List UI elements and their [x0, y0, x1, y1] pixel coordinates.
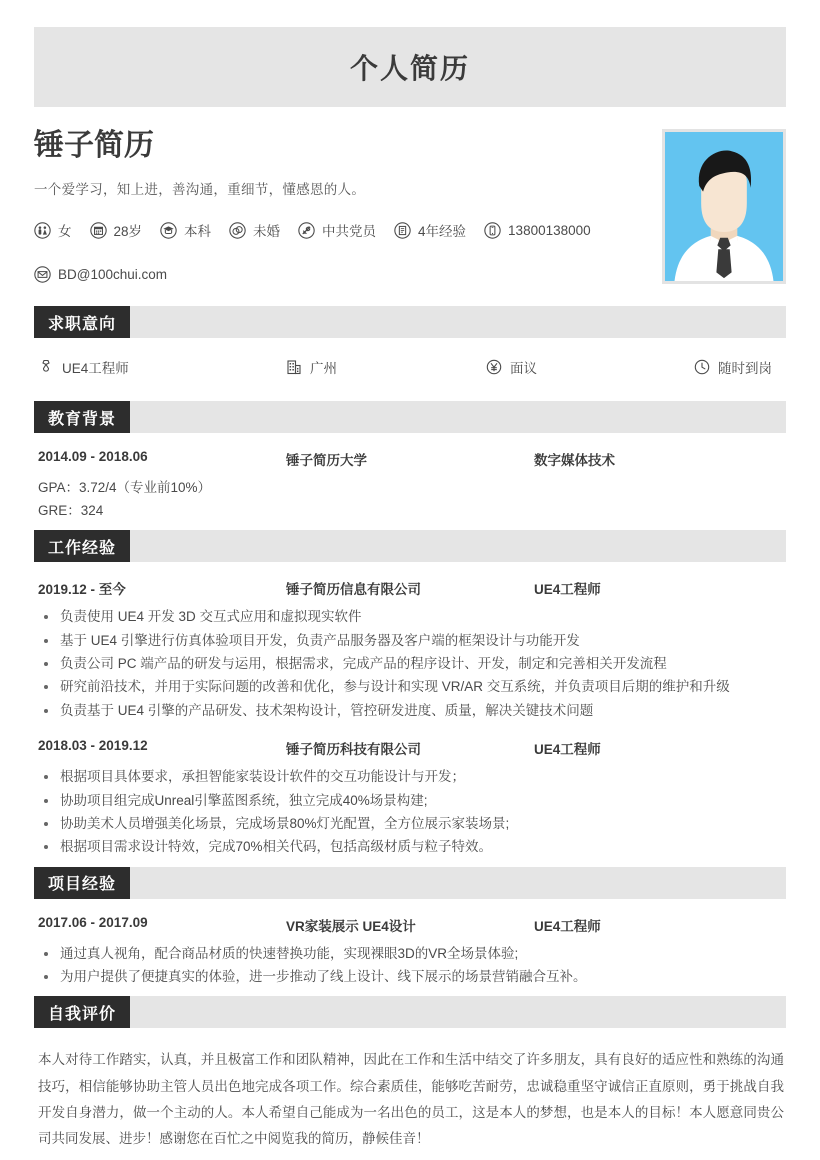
project-bullet-list	[34, 942, 786, 989]
section-header-education	[34, 401, 786, 433]
project-date: 2017.06 - 2017.09	[38, 914, 148, 930]
work-bullet: 根据项目需求设计特效，完成70%相关代码，包括高级材质与粒子特效。	[38, 835, 786, 858]
info-value: BD@100chui.com	[58, 267, 168, 282]
education-entry	[34, 433, 786, 522]
personal-info-list	[34, 220, 642, 283]
work-bullet-list	[34, 605, 786, 722]
work-role: UE4工程师	[534, 582, 601, 598]
rings-icon	[229, 222, 246, 239]
work-bullet: 协助美术人员增强美化场景，完成场景80%灯光配置，全方位展示家装场景;	[38, 812, 786, 835]
gender-icon	[34, 222, 51, 239]
education-major: 数字媒体技术	[534, 453, 615, 468]
info-value: 未婚	[253, 224, 281, 239]
work-company: 锤子简历信息有限公司	[286, 582, 421, 598]
project-name: VR家装展示 UE4设计	[286, 918, 416, 934]
education-detail-line: GPA：3.72/4（专业前10%）	[38, 480, 212, 495]
section-title: 教育背景	[34, 401, 130, 433]
project-bullet: 为用户提供了便捷真实的体验，进一步推动了线上设计、线下展示的场景营销融合互补。	[38, 965, 786, 988]
work-bullet: 负责使用 UE4 开发 3D 交互式应用和虚拟现实软件	[38, 605, 786, 628]
avatar-illustration	[665, 132, 783, 281]
info-value: 13800138000	[508, 222, 591, 238]
work-bullet: 负责公司 PC 端产品的研发与运用，根据需求，完成产品的程序设计、开发，制定和完善相关开发流程	[38, 652, 786, 675]
yen-icon	[486, 359, 502, 375]
project-role: UE4工程师	[534, 918, 601, 934]
section-title: 项目经验	[34, 867, 130, 899]
info-value: 中共党员	[322, 224, 377, 239]
education-entry-head	[34, 449, 786, 469]
work-bullet-list	[34, 765, 786, 858]
job-intent-city	[286, 357, 486, 377]
education-school: 锤子简历大学	[286, 453, 367, 468]
work-bullet: 协助项目组完成Unreal引擎蓝图系统，独立完成40%场景构建;	[38, 789, 786, 812]
job-intent-value: 面议	[510, 361, 537, 376]
info-item-degree	[160, 220, 211, 240]
work-entry	[34, 722, 786, 858]
building-icon	[286, 359, 302, 375]
job-intent-row	[34, 338, 786, 393]
job-intent-value: UE4工程师	[62, 361, 129, 376]
info-value: 28岁	[113, 224, 143, 239]
info-item-gender	[34, 220, 72, 240]
info-item-marital-status	[229, 220, 280, 240]
document-icon	[394, 222, 411, 239]
project-entry-head	[34, 915, 786, 935]
project-bullet: 通过真人视角，配合商品材质的快速替换功能，实现裸眼3D的VR全场景体验;	[38, 942, 786, 965]
section-title: 自我评价	[34, 996, 130, 1028]
info-item-email	[34, 266, 167, 283]
job-intent-salary	[486, 357, 694, 377]
section-title: 求职意向	[34, 306, 130, 338]
avatar	[662, 129, 786, 284]
education-detail-line: GRE：324	[38, 503, 104, 519]
job-intent-availability	[694, 357, 772, 377]
work-company: 锤子简历科技有限公司	[286, 742, 421, 758]
info-value: 4年经验	[418, 224, 467, 239]
candidate-tagline: 一个爱学习，知上进，善沟通，重细节，懂感恩的人。	[34, 182, 366, 197]
info-item-experience	[394, 220, 466, 240]
job-intent-value: 广州	[310, 361, 337, 376]
info-value: 本科	[184, 224, 212, 239]
work-bullet: 根据项目具体要求，承担智能家装设计软件的交互功能设计与开发；	[38, 765, 786, 788]
work-entry	[34, 562, 786, 722]
education-details	[34, 476, 786, 522]
job-intent-position	[38, 357, 286, 377]
section-header-job-intent	[34, 306, 786, 338]
candidate-name: 锤子简历	[34, 129, 154, 162]
work-entry-head	[34, 578, 786, 598]
work-date: 2019.12 - 至今	[38, 582, 126, 598]
info-item-age	[90, 220, 143, 240]
clock-icon	[694, 359, 710, 375]
work-bullet: 研究前沿技术，并用于实际问题的改善和优化，参与设计和实现 VR/AR 交互系统，并负责项目后期的维护和升级	[38, 675, 786, 698]
graduation-cap-icon	[160, 222, 177, 239]
necktie-icon	[38, 359, 54, 375]
work-role: UE4工程师	[534, 742, 601, 758]
section-header-work	[34, 530, 786, 562]
self-evaluation-text: 本人对待工作踏实，认真，并且极富工作和团队精神，因此在工作和生活中结交了许多朋友，具有良好的适应性和熟练的沟通技巧，相信能够协助主管人员出色地完成各项工作。综合素质佳，能够吃苦耐劳，忠诚稳重坚守诚信正直原则，勇于挑战自我开发自身潜力，做一个主动的人。本人希望自己能成为一名出色的员工，这是本人的梦想，也是本人的目标！本人愿意同贵公司共同发展、进步！感谢您在百忙之中阅览我的简历，静候佳音！	[38, 1052, 784, 1147]
info-item-political-status	[298, 220, 376, 240]
section-header-self-evaluation	[34, 996, 786, 1028]
section-title: 工作经验	[34, 530, 130, 562]
section-header-project	[34, 867, 786, 899]
document-title-band	[34, 27, 786, 107]
envelope-icon	[34, 266, 51, 283]
job-intent-value: 随时到岗	[718, 361, 772, 376]
info-item-phone	[484, 222, 591, 239]
page-title: 个人简历	[349, 53, 470, 84]
calendar-icon	[90, 222, 107, 239]
project-entry	[34, 899, 786, 989]
work-entry-head	[34, 738, 786, 758]
info-value: 女	[58, 224, 72, 239]
work-bullet: 负责基于 UE4 引擎的产品研发、技术架构设计，管控研发进度、质量，解决关键技术问题	[38, 699, 786, 722]
profile-details	[34, 129, 662, 283]
party-emblem-icon	[298, 222, 315, 239]
profile-section	[34, 107, 786, 298]
education-date: 2014.09 - 2018.06	[38, 449, 148, 464]
work-bullet: 基于 UE4 引擎进行仿真体验项目开发，负责产品服务器及客户端的框架设计与功能开发	[38, 629, 786, 652]
phone-icon	[484, 222, 501, 239]
work-date: 2018.03 - 2019.12	[38, 738, 148, 754]
